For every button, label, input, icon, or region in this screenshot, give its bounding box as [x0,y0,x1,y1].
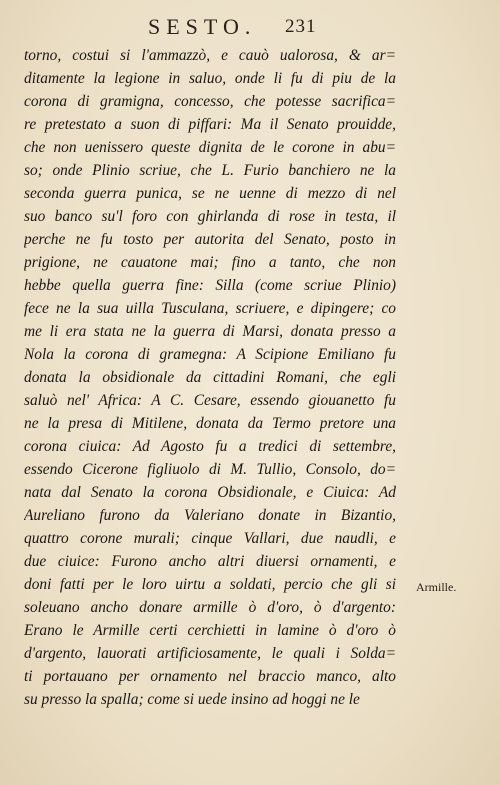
text-line: fece ne la sua uilla Tusculana, scriuere, e dipingere; co [24,300,396,317]
text-line: essendo Cicerone figliuolo di M. Tullio, Consolo, do= [24,461,396,478]
text-line: perche ne fu tosto per autorita del Senato, posto in [24,231,396,248]
text-line: d'argento, lauorati artificiosamente, le quali i Solda= [24,645,396,662]
page-header [0,14,500,40]
page-number: 231 [285,16,317,37]
body-text [24,44,396,711]
text-line: Erano le Armille certi cerchietti in lamine ò d'oro ò [24,622,396,639]
text-line: me li era stata ne la guerra di Marsi, donata presso a [24,323,396,340]
text-line: ditamente la legione in saluo, onde li fu di piu de la [24,70,396,87]
text-line: prigione, ne cauatone mai; fino a tanto, che non [24,254,396,271]
text-line: hebbe quella guerra fine: Silla (come scriue Plinio) [24,277,396,294]
text-line: saluò nel' Africa: A C. Cesare, essendo giouanetto fu [24,392,396,409]
text-line: seconda guerra punica, se ne uenne di mezzo di nel [24,185,396,202]
text-line: ne la presa di Mitilene, donata da Termo pretore una [24,415,396,432]
text-line: Aureliano furono da Valeriano donate in Bizantio, [24,507,396,524]
text-line: corona di gramigna, concesso, che potesse sacrifica= [24,93,396,110]
text-line: due ciuice: Furono ancho altri diuersi ornamenti, e [24,553,396,570]
text-line: soleuano ancho donare armille ò d'oro, ò d'argento: [24,599,396,616]
text-line: suo banco su'l foro con ghirlanda di rose in testa, il [24,208,396,225]
text-line: donata la obsidionale da cittadini Romani, che egli [24,369,396,386]
text-line: nata dal Senato la corona Obsidionale, e Ciuica: Ad [24,484,396,501]
text-line: su presso la spalla; come si uede insino ad hoggi ne le [24,691,360,708]
text-line: doni fatti per le loro uirtu a soldati, percio che gli si [24,576,396,593]
text-line: quattro corone murali; cinque Vallari, due naudli, e [24,530,396,547]
marginal-note: Armille. [416,580,457,594]
text-line: torno, costui si l'ammazzò, e cauò ualorosa, & ar= [24,47,396,64]
text-line: Nola la corona di gramegna: A Scipione Emiliano fu [24,346,396,363]
text-line: ti portauano per ornamento nel braccio manco, alto [24,668,396,685]
running-head: SESTO. [148,14,257,39]
text-line: corona ciuica: Ad Agosto fu a tredici di settembre, [24,438,396,455]
text-line: che non uenissero queste dignita de le corone in abu= [24,139,396,156]
text-line: re pretestato a suon di piffari: Ma il Senato prouidde, [24,116,396,133]
text-line: so; onde Plinio scriue, che L. Furio banchiero ne la [24,162,396,179]
